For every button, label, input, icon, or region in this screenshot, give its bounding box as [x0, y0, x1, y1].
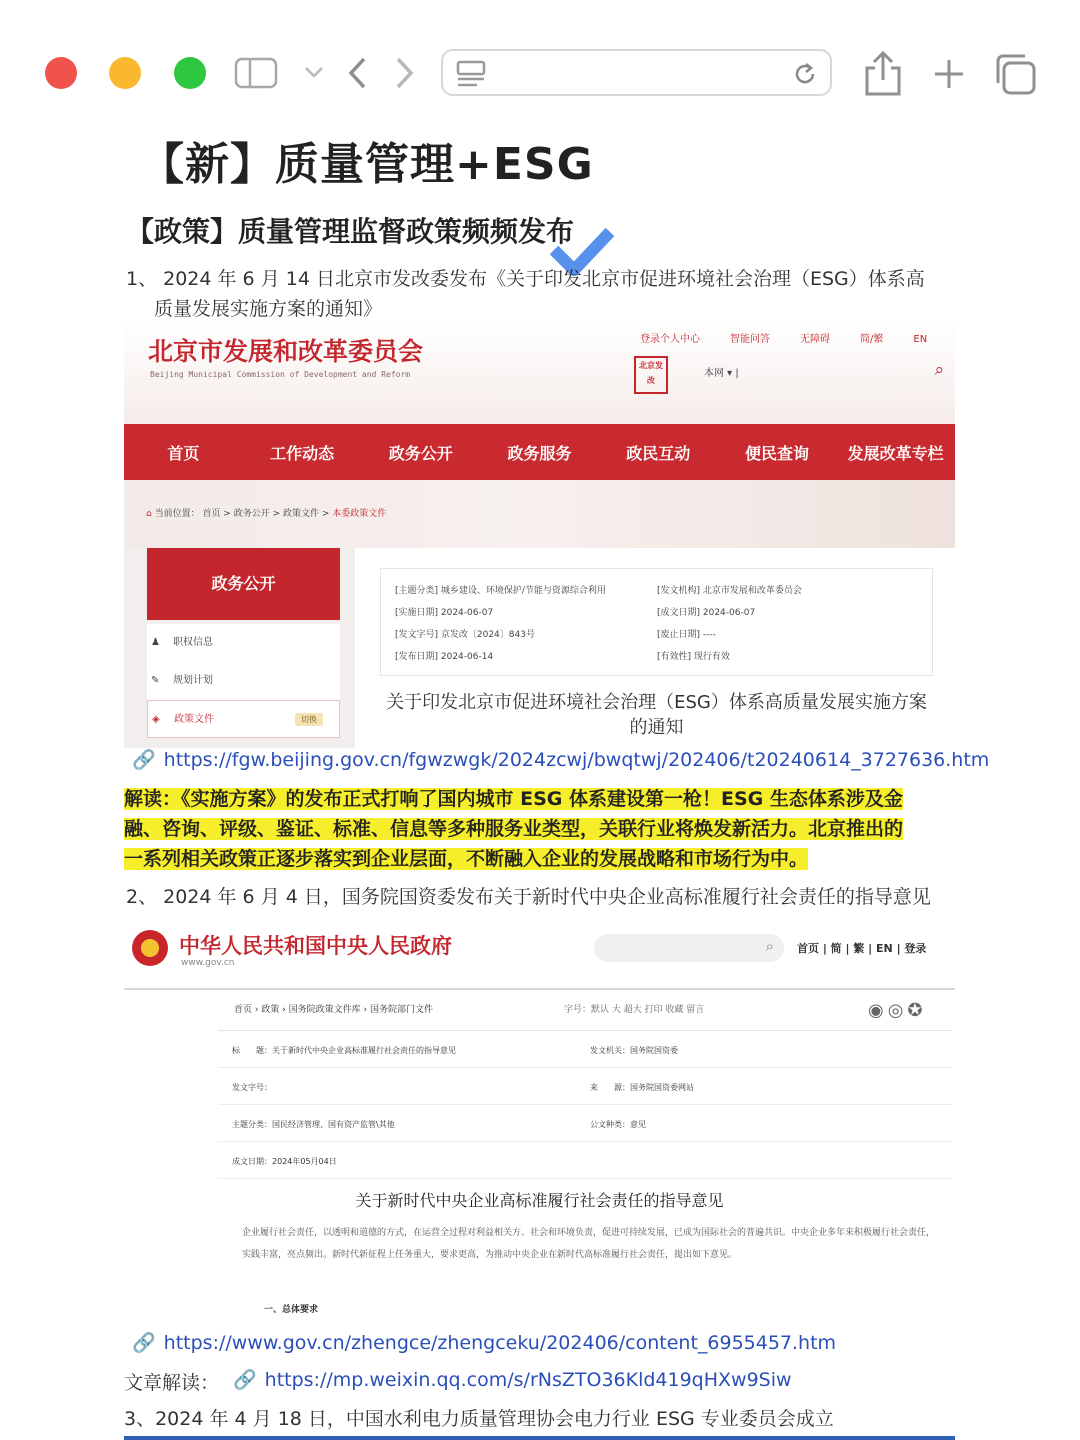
ndrc-nav-bar — [124, 424, 955, 480]
link-icon: 🔗 — [132, 1332, 156, 1354]
search-icon[interactable]: ⌕ — [765, 937, 774, 955]
gov-site-title: 中华人民共和国中央人民政府 — [179, 934, 452, 958]
ndrc-search-input[interactable] — [684, 358, 954, 386]
reload-icon[interactable] — [792, 61, 818, 87]
divider — [124, 1436, 955, 1440]
gov-doc-heading: 关于新时代中央企业高标准履行社会责任的指导意见 — [355, 1191, 724, 1210]
ndrc-nav-home[interactable]: 首页 — [167, 443, 200, 463]
ndrc-doc-meta — [380, 568, 933, 676]
ndrc-nav-reform[interactable]: 发展改革专栏 — [847, 443, 944, 463]
home-icon: ⌂ — [146, 509, 155, 519]
table-row — [218, 1031, 952, 1068]
search-icon[interactable]: ⌕ — [934, 360, 944, 380]
ndrc-search-scope[interactable]: 本网 ▾ | — [704, 368, 739, 379]
gov-meta-table — [218, 1030, 952, 1178]
analysis-line-3 — [124, 845, 956, 873]
ndrc-en-link[interactable]: EN — [913, 334, 928, 345]
close-window-button[interactable] — [45, 57, 77, 89]
ndrc-sidebar — [124, 548, 355, 748]
ndrc-nav-work[interactable]: 工作动态 — [270, 443, 335, 463]
meta-expiry-date: [废止日期] ---- — [657, 630, 716, 640]
person-icon: ♟ — [151, 637, 160, 648]
meta-topic: [主题分类] 城乡建设、环境保护/节能与资源综合利用 — [395, 586, 606, 596]
analysis-line-2 — [124, 815, 956, 843]
sidebar-item-label: 规划计划 — [173, 675, 213, 686]
chevron-down-icon[interactable] — [303, 64, 325, 80]
meta-publish-date: [发布日期] 2024-06-14 — [395, 652, 494, 662]
link-gov-url[interactable]: https://www.gov.cn/zhengce/zhengceku/202406/content_6955457.htm — [163, 1332, 837, 1354]
page-title: 【新】质量管理+ESG — [140, 139, 594, 190]
meta-issuer: [发文机构] 北京市发展和改革委员会 — [657, 586, 802, 596]
share-icon[interactable] — [860, 50, 906, 98]
ndrc-site-subtitle: Beijing Municipal Commission of Development and Reform — [150, 370, 411, 379]
new-tab-icon[interactable] — [932, 57, 966, 91]
ndrc-nav-query[interactable]: 便民查询 — [744, 443, 809, 463]
meta-doc-number: [发文字号] 京发改〔2024〕843号 — [395, 630, 535, 640]
reader-icon[interactable] — [455, 59, 489, 89]
table-cell: 成文日期：2024年05月04日 — [232, 1157, 337, 1166]
meta-written-date: [成文日期] 2024-06-07 — [657, 608, 756, 618]
ndrc-sidebar-title: 政务公开 — [147, 548, 340, 620]
table-cell: 发文机关：国务院国资委 — [590, 1046, 678, 1055]
back-icon[interactable] — [346, 56, 370, 90]
ndrc-logo: 北京发改 — [634, 356, 668, 394]
link-weixin[interactable] — [233, 1368, 792, 1391]
gov-search-input[interactable] — [594, 934, 784, 962]
ndrc-site-title: 北京市发展和改革委员会 — [148, 337, 424, 366]
table-cell: 公文种类：意见 — [590, 1120, 646, 1129]
analysis-text: 一系列相关政策正逐步落实到企业层面，不断融入企业的发展战略和市场行为中。 — [124, 848, 809, 870]
layers-icon: ◈ — [152, 714, 160, 725]
browser-toolbar — [0, 0, 1080, 130]
ndrc-banner — [124, 480, 955, 548]
ndrc-lang-link[interactable]: 简/繁 — [860, 334, 884, 345]
ndrc-nav-interaction[interactable]: 政民互动 — [626, 443, 691, 463]
section-heading: 【政策】质量管理监督政策频频发布 — [126, 215, 575, 248]
meta-validity: [有效性] 现行有效 — [657, 652, 730, 662]
item-2: 2、 2024 年 6 月 4 日，国务院国资委发布关于新时代中央企业高标准履行社会责任的指导意见 — [126, 886, 931, 908]
item-1-line-2: 质量发展实施方案的通知》 — [154, 298, 383, 320]
ndrc-top-links — [640, 330, 955, 345]
link-gov[interactable] — [132, 1331, 836, 1354]
breadcrumb[interactable]: 首页 › 政策 › 国务院政策文件库 › 国务院部门文件 — [234, 1005, 433, 1015]
link-icon: 🔗 — [132, 749, 156, 771]
item-3: 3、2024 年 4 月 18 日，中国水利电力质量管理协会电力行业 ESG 专业委员会成立 — [124, 1408, 834, 1430]
ndrc-accessibility-link[interactable]: 无障碍 — [800, 334, 830, 345]
gov-doc-body: 企业履行社会责任，以透明和道德的方式，在运营全过程对利益相关方、社会和环境负责，促进可持续发展，已成为国际社会的普遍共识。中央企业多年来积极履行社会责任，实践丰富，亮点频出。新时代新征程上任务重大，要求更高，为推动中央企业在新时代高标准履行社会责任，提出如下意见。 — [242, 1228, 936, 1260]
meta-effective-date: [实施日期] 2024-06-07 — [395, 608, 494, 618]
divider — [124, 988, 955, 990]
forward-icon[interactable] — [392, 56, 416, 90]
link-weixin-url[interactable]: https://mp.weixin.qq.com/s/rNsZTO36Kld419qHXw9Siw — [264, 1369, 792, 1391]
zoom-window-button[interactable] — [174, 57, 206, 89]
gov-doc-section: 一、总体要求 — [264, 1305, 319, 1315]
edit-icon: ✎ — [151, 675, 160, 686]
table-cell: 主题分类：国民经济管理、国有资产监管\其他 — [232, 1120, 395, 1129]
ndrc-nav-gov-open[interactable]: 政务公开 — [388, 443, 453, 463]
table-cell: 发文字号： — [232, 1083, 272, 1092]
share-icons[interactable]: ◉◎✪ — [868, 1000, 927, 1021]
table-row — [218, 1105, 952, 1142]
ndrc-qa-link[interactable]: 智能问答 — [730, 334, 770, 345]
ndrc-doc-title: 关于印发北京市促进环境社会治理（ESG）体系高质量发展实施方案的通知 — [386, 692, 927, 738]
ndrc-screenshot — [124, 320, 955, 748]
gov-screenshot — [124, 922, 955, 1330]
ndrc-nav-services[interactable]: 政务服务 — [507, 443, 572, 463]
sidebar-item-label: 职权信息 — [173, 637, 213, 648]
minimize-window-button[interactable] — [109, 57, 141, 89]
table-row — [218, 1068, 952, 1105]
breadcrumb — [146, 506, 386, 519]
analysis-text: 融、咨询、评级、鉴证、标准、信息等多种服务业类型，关联行业将焕发新活力。北京推出的 — [124, 818, 904, 840]
item-1-line-1: 1、 2024 年 6 月 14 日北京市发改委发布《关于印发北京市促进环境社会治理（ESG）体系高 — [126, 268, 925, 290]
link-ndrc-url[interactable]: https://fgw.beijing.gov.cn/fgwzwgk/2024zcwj/bwqtwj/202406/t20240614_3727636.htm — [163, 749, 990, 771]
breadcrumb-current: 本委政策文件 — [332, 509, 387, 519]
analysis-text: 解读：《实施方案》的发布正式打响了国内城市 ESG 体系建设第一枪！ESG 生态体系涉及金 — [124, 788, 903, 810]
national-emblem-icon — [132, 930, 168, 966]
address-bar[interactable] — [441, 49, 832, 96]
link-icon: 🔗 — [233, 1369, 257, 1391]
sidebar-item-authority[interactable] — [147, 624, 340, 662]
sidebar-item-label: 政策文件 — [174, 714, 214, 725]
gov-site-domain: www.gov.cn — [181, 958, 235, 968]
breadcrumb-path[interactable]: 当前位置： 首页 > 政务公开 > 政策文件 > — [154, 509, 333, 519]
article-label: 文章解读： — [124, 1372, 220, 1394]
table-cell: 来 源：国务院国资委网站 — [590, 1083, 694, 1092]
sidebar-item-plans[interactable] — [147, 662, 340, 700]
switch-badge[interactable]: 切换 — [295, 713, 323, 726]
link-ndrc[interactable] — [132, 748, 989, 771]
sidebar-icon[interactable] — [234, 57, 278, 89]
sidebar-item-policy[interactable] — [147, 700, 340, 738]
tabs-overview-icon[interactable] — [992, 51, 1038, 97]
gov-page-tools[interactable]: 字号：默认 大 超大 打印 收藏 留言 — [564, 1005, 705, 1015]
gov-top-links[interactable]: 首页 | 简 | 繁 | EN | 登录 — [797, 942, 927, 955]
table-row — [218, 1142, 952, 1179]
table-cell: 标 题：关于新时代中央企业高标准履行社会责任的指导意见 — [232, 1046, 456, 1055]
ndrc-login-link[interactable]: 登录个人中心 — [640, 334, 700, 345]
analysis-line-1 — [124, 785, 956, 813]
